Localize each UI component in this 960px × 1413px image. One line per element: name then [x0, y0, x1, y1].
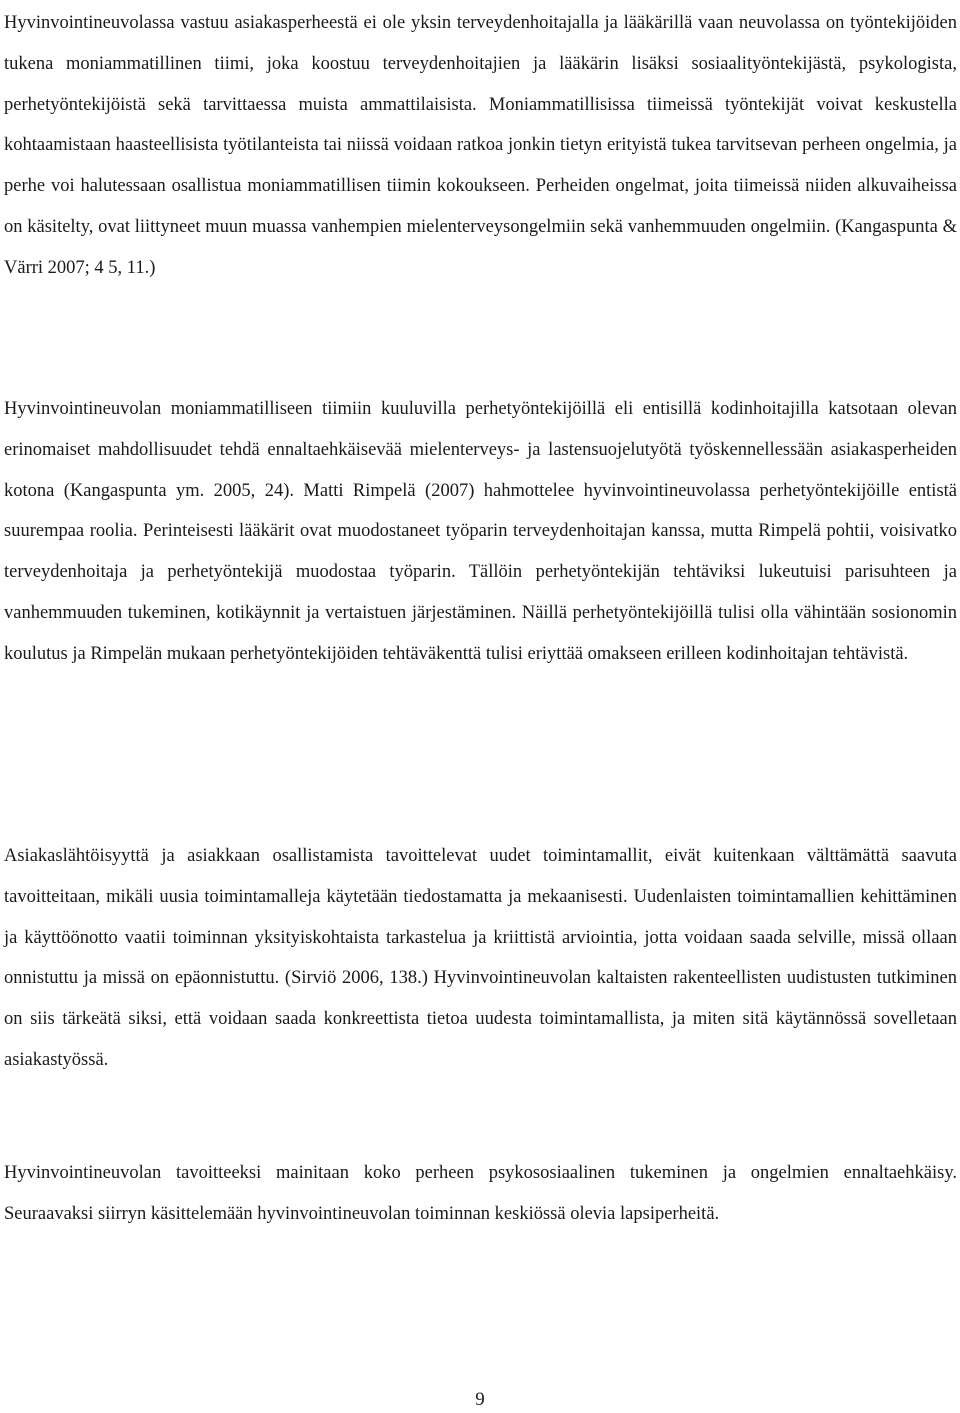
body-paragraph: Hyvinvointineuvolan tavoitteeksi mainitaan koko perheen psykososiaalinen tukeminen ja ongelmien ennaltaehkäisy. Seuraavaksi siirryn käsittelemään hyvinvointineuvolan toiminnan keskiössä olevia lapsiperheitä. — [4, 1163, 957, 1224]
body-paragraph: Asiakaslähtöisyyttä ja asiakkaan osallistamista tavoittelevat uudet toimintamallit, eivät kuitenkaan välttämättä saavuta tavoitteitaan, mikäli uusia toimintamalleja käytetään tiedostamatta ja mekaanisesti. Uudenlaisten toimintamallien kehittäminen ja käyttöönotto vaatii toiminnan yksityiskohtaista tarkastelua ja kriittistä arviointia, jotta voidaan saada selville, missä ollaan onnistuttu ja missä on epäonnistuttu. (Sirviö 2006, 138.) Hyvinvointineuvolan kaltaisten rakenteellisten uudistusten tutkiminen on siis tärkeätä siksi, että voidaan saada konkreettista tietoa uudesta toimintamallista, ja miten sitä käytännössä sovelletaan asiakastyössä. — [4, 846, 957, 1070]
body-paragraph: Hyvinvointineuvolassa vastuu asiakasperheestä ei ole yksin terveydenhoitajalla ja lääkärillä vaan neuvolassa on työntekijöiden tukena moniammatillinen tiimi, joka koostuu terveydenhoitajien ja lääkärin lisäksi sosiaalityöntekijästä, psykologista, perhetyöntekijöistä sekä tarvittaessa muista ammattilaisista. Moniammatillisissa tiimeissä työntekijät voivat keskustella kohtaamistaan haasteellisista työtilanteista tai niissä voidaan ratkoa jonkin tietyn erityistä tukea tarvitsevan perheen ongelmia, ja perhe voi halutessaan osallistua moniammatillisen tiimin kokoukseen. Perheiden ongelmat, joita tiimeissä niiden alkuvaiheissa on käsitelty, ovat liittyneet muun muassa vanhempien mielenterveysongelmiin sekä vanhemmuuden ongelmiin. (Kangaspunta & Värri 2007; 4 5, 11.) — [4, 13, 957, 278]
page-number: 9 — [475, 1389, 485, 1410]
body-paragraph: Hyvinvointineuvolan moniammatilliseen tiimiin kuuluvilla perhetyöntekijöillä eli entisillä kodinhoitajilla katsotaan olevan erinomaiset mahdollisuudet tehdä ennaltaehkäisevää mielenterveys- ja lastensuojelutyötä työskennellessään asiakasperheiden kotona (Kangaspunta ym. 2005, 24). Matti Rimpelä (2007) hahmottelee hyvinvointineuvolassa perhetyöntekijöille entistä suurempaa roolia. Perinteisesti lääkärit ovat muodostaneet työparin terveydenhoitajan kanssa, mutta Rimpelä pohtii, voisivatko terveydenhoitaja ja perhetyöntekijä muodostaa työparin. Tällöin perhetyöntekijän tehtäviksi lukeutuisi parisuhteen ja vanhemmuuden tukeminen, kotikäynnit ja vertaistuen järjestäminen. Näillä perhetyöntekijöillä tulisi olla vähintään sosionomin koulutus ja Rimpelän mukaan perhetyöntekijöiden tehtäväkenttä tulisi eriyttää omakseen erilleen kodinhoitajan tehtävistä. — [4, 399, 957, 664]
